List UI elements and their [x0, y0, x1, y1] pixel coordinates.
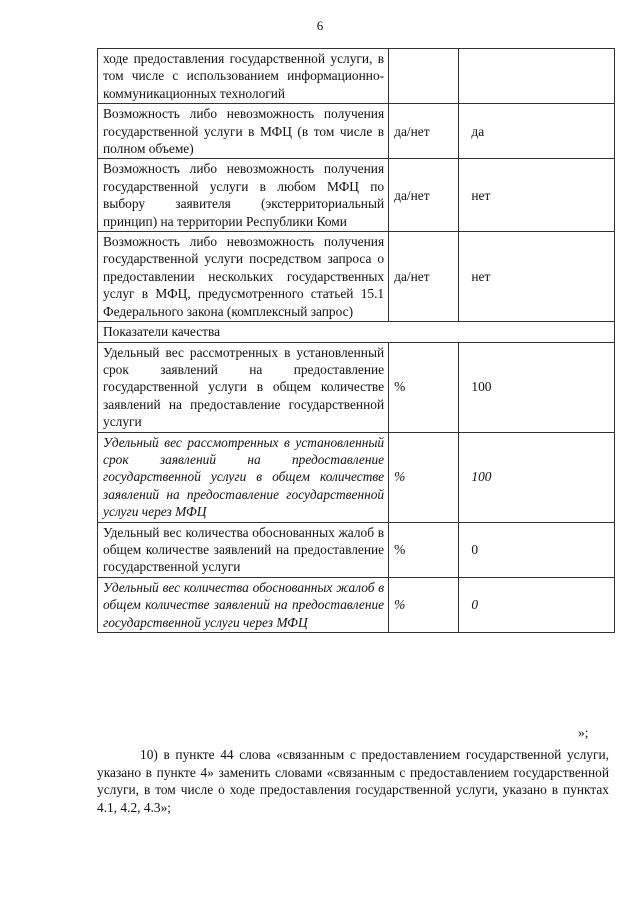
unit-cell: %: [389, 577, 459, 632]
indicator-cell: ходе предоставления государственной услуги, в том числе с использованием информационно-коммуникационных технологий: [98, 49, 389, 104]
unit-cell: %: [389, 432, 459, 522]
unit-cell: да/нет: [389, 104, 459, 159]
value-cell: нет: [459, 159, 615, 232]
indicator-cell: Возможность либо невозможность получения государственной услуги в любом МФЦ по выбору заявителя (экстерриториальный принцип) на территории Республики Коми: [98, 159, 389, 232]
table-row: [98, 159, 615, 232]
section-header-cell: Показатели качества: [98, 322, 615, 342]
value-cell: 0: [459, 577, 615, 632]
value-cell: да: [459, 104, 615, 159]
value-cell: 100: [459, 342, 615, 432]
page-number: 6: [316, 18, 324, 33]
unit-cell: %: [389, 522, 459, 577]
indicator-cell: Возможность либо невозможность получения государственной услуги посредством запроса о предоставлении нескольких государственных услуг в МФЦ, предусмотренного статьей 15.1 Федерального закона (комплексный запрос): [98, 232, 389, 322]
indicator-cell: Удельный вес рассмотренных в установленный срок заявлений на предоставление государственной услуги в общем количестве заявлений на предоставление государственной услуги: [98, 342, 389, 432]
indicators-table: [97, 48, 615, 633]
indicator-cell: Удельный вес количества обоснованных жалоб в общем количестве заявлений на предоставление государственной услуги: [98, 522, 389, 577]
closing-quote: »;: [578, 725, 589, 740]
table-row: [98, 49, 615, 104]
indicator-cell: Удельный вес рассмотренных в установленный срок заявлений на предоставление государственной услуги в общем количестве заявлений на предоставление государственной услуги через МФЦ: [98, 432, 389, 522]
indicator-cell: Удельный вес количества обоснованных жалоб в общем количестве заявлений на предоставление государственной услуги через МФЦ: [98, 577, 389, 632]
table-row: [98, 104, 615, 159]
value-cell: [459, 49, 615, 104]
table-row: [98, 322, 615, 342]
table-row: [98, 522, 615, 577]
table-row: [98, 342, 615, 432]
table-row: [98, 432, 615, 522]
table-row: [98, 577, 615, 632]
unit-cell: да/нет: [389, 232, 459, 322]
table-row: [98, 232, 615, 322]
amendment-paragraph: 10) в пункте 44 слова «связанным с предоставлением государственной услуги, указано в пункте 4» заменить словами «связанным с предоставлением государственной услуги, в том числе о ходе предоставления государственной услуги, указано в пунктах 4.1, 4.2, 4.3»;: [97, 747, 609, 815]
unit-cell: %: [389, 342, 459, 432]
indicator-cell: Возможность либо невозможность получения государственной услуги в МФЦ (в том числе в полном объеме): [98, 104, 389, 159]
unit-cell: [389, 49, 459, 104]
unit-cell: да/нет: [389, 159, 459, 232]
value-cell: 0: [459, 522, 615, 577]
value-cell: 100: [459, 432, 615, 522]
value-cell: нет: [459, 232, 615, 322]
